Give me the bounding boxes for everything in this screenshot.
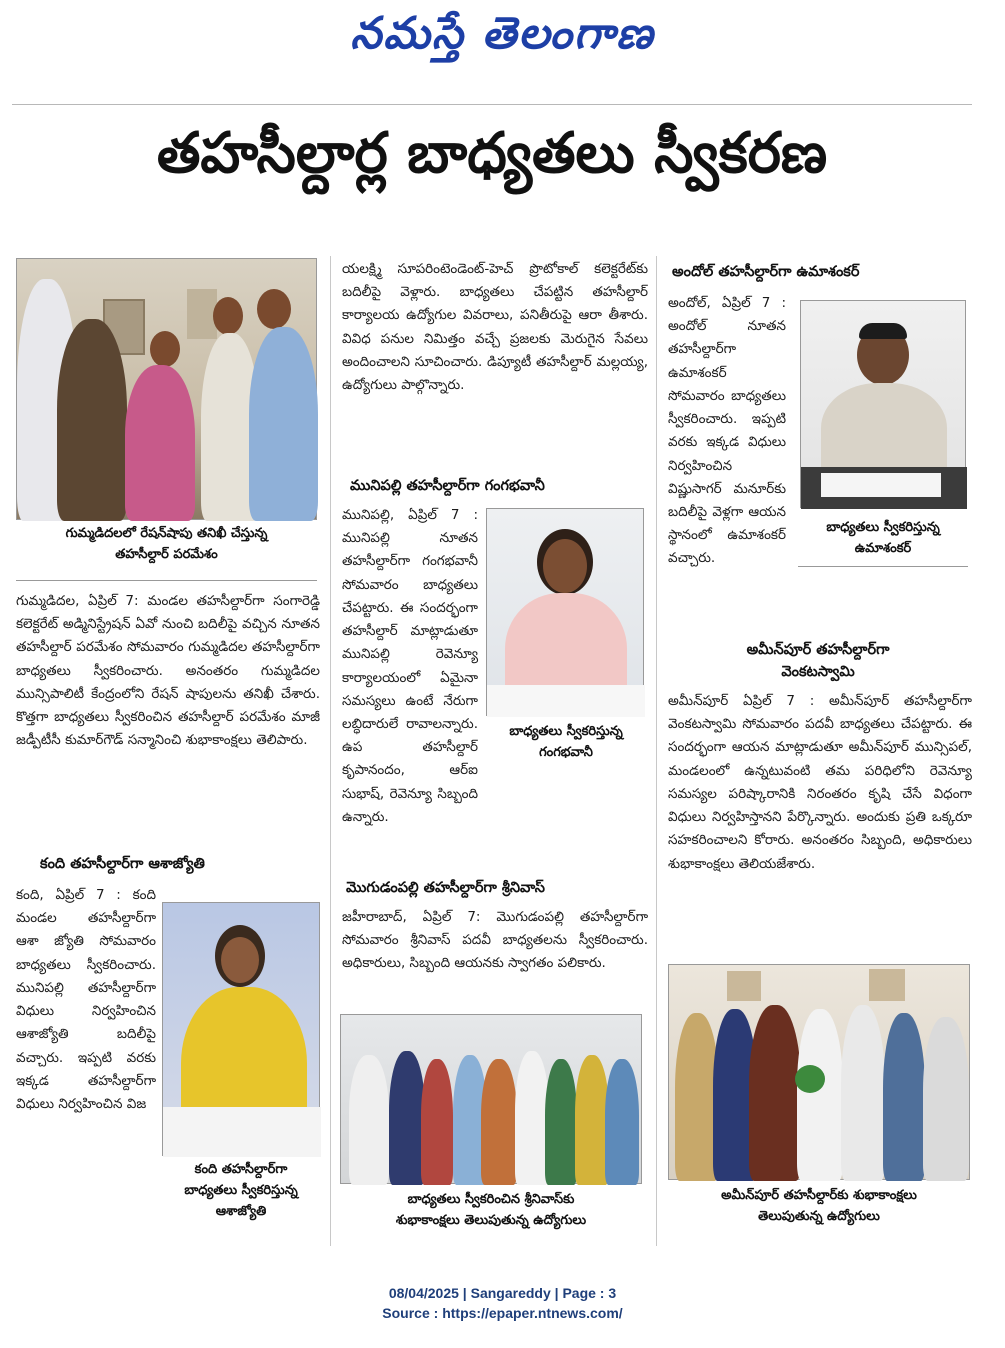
ameenpur-greeting-photo <box>668 964 970 1180</box>
subheading-mogudampalli: మొగుడంపల్లి తహసీల్దార్‌గా శ్రీనివాస్ <box>346 880 545 896</box>
headline-divider <box>12 104 972 105</box>
gangabhavani-photo <box>486 508 644 716</box>
ashajyothi-photo <box>162 902 320 1156</box>
caption-line: కంది తహసీల్దార్‌గా <box>194 1162 288 1177</box>
masthead <box>0 0 1005 80</box>
subheading-kandi: కంది తహసీల్దార్‌గా ఆశాజ్యోతి <box>40 856 205 872</box>
story-andol: అందోల్, ఏప్రిల్ 7 : అందోల్ నూతన తహసీల్దార్‌గా ఉమాశంకర్ సోమవారం బాధ్యతలు స్వీకరించారు. ఇప్పటి వరకు ఇక్కడ విధులు నిర్వహించిన విష్ణుసాగర్ మనూర్‌కు బదిలీపై వెళ్లగా ఆయన స్థానంలో ఉమాశంకర్ వచ్చారు. <box>668 295 786 567</box>
column-divider <box>656 256 657 1246</box>
caption-line: బాధ్యతలు స్వీకరించిన శ్రీనివాస్‌కు <box>407 1192 575 1207</box>
caption-line: తెలుపుతున్న ఉద్యోగులు <box>758 1208 880 1224</box>
subheading-munipalli: మునిపల్లి తహసీల్దార్‌గా గంగభవానీ <box>350 478 545 494</box>
edition-info: 08/04/2025 | Sangareddy | Page : 3 <box>388 1285 617 1301</box>
photo-caption <box>798 518 968 560</box>
caption-line: బాధ్యతలు స్వీకరిస్తున్న <box>826 520 940 535</box>
ration-shop-inspection-photo <box>16 258 317 520</box>
caption-line: గుమ్మడిదలలో రేషన్‌షాపు తనిఖీ చేస్తున్న <box>65 526 268 541</box>
masthead-logo-text: నమస్తే తెలంగాణ <box>350 8 655 59</box>
story-munipalli-continued <box>342 754 648 874</box>
umashankar-photo <box>800 300 966 508</box>
caption-line: ఉమాశంకర్ <box>854 540 912 556</box>
story-gummadidala: గుమ్మడిదల, ఏప్రిల్ 7: మండల తహసీల్దార్‌గా సంగారెడ్డి కలెక్టరేట్ అడ్మినిస్ట్రేషన్ ఏవో నుంచి బదిలీపై వచ్చిన నూతన తహసీల్దార్ పరమేశం సోమవారం గుమ్మడిదల తహసీల్దార్‌గా బాధ్యతలు స్వీకరించారు. అనంతరం గుమ్మడిదల మున్సిపాలిటీ కేంద్రంలోని రేషన్ షాపులను తనిఖీ చేశారు. కొత్తగా బాధ్యతలు స్వీకరించిన తహసీల్దార్ పరమేశం మాజీ జడ్పీటీసీ కుమార్‌గౌడ్ సన్మానించి శుభాకాంక్షలు తెలిపారు. <box>16 593 320 749</box>
story-kandi-continued: యలక్ష్మి సూపరింటెండెంట్-హెచ్ ప్రొటోకాల్ కలెక్టరేట్‌కు బదిలీపై వెళ్లారు. బాధ్యతలు చేపట్టిన తహసీల్దార్ కార్యాలయ ఉద్యోగుల వివరాలు, పనితీరుపై ఆరా తీశారు. వివిధ పనుల నిమిత్తం వచ్చే ప్రజలకు మెరుగైన సేవలు అందించాలని సూచించారు. డిప్యూటీ తహసీల్దార్ మల్లయ్య, ఉద్యోగులు పాల్గొన్నారు. <box>342 261 648 394</box>
photo-caption <box>668 1186 970 1228</box>
caption-line: గంగభవానీ <box>539 744 593 760</box>
caption-line: బాధ్యతలు స్వీకరిస్తున్న <box>184 1182 298 1198</box>
caption-rule <box>16 580 317 581</box>
caption-line: శుభాకాంక్షలు తెలుపుతున్న ఉద్యోగులు <box>395 1212 587 1228</box>
page-footer <box>0 1283 1005 1324</box>
subheading-andol: అందోల్ తహసీల్దార్‌గా ఉమాశంకర్ <box>672 264 860 280</box>
subheading-line: వెంకటస్వామి <box>781 663 855 680</box>
subheading-line: అమీన్‌పూర్ తహసీల్దార్‌గా <box>746 642 890 658</box>
source-link[interactable]: Source : https://epaper.ntnews.com/ <box>382 1305 623 1322</box>
caption-line: ఆశాజ్యోతి <box>215 1203 267 1219</box>
subheading-ameenpur <box>668 640 968 684</box>
caption-line: అమీన్‌పూర్ తహసీల్దార్‌కు శుభాకాంక్షలు <box>721 1188 917 1203</box>
caption-rule <box>798 566 968 567</box>
srinivas-greeting-photo <box>340 1014 642 1184</box>
caption-line: తహసీల్దార్ పరమేశం <box>115 546 218 562</box>
column-divider <box>330 256 331 1246</box>
photo-caption <box>160 1160 322 1222</box>
story-kandi: కంది, ఏప్రిల్ 7 : కంది మండల తహసీల్దార్‌గా ఆశా జ్యోతి సోమవారం బాధ్యతలు స్వీకరించారు. మునిపల్లి తహసీల్దార్‌గా విధులు నిర్వహించిన ఆశాజ్యోతి బదిలీపై వచ్చారు. ఇప్పటి వరకు ఇక్కడ తహసీల్దార్‌గా విధులు నిర్వహించిన విజ <box>16 887 156 1112</box>
photo-caption <box>340 1190 642 1232</box>
story-mogudampalli: జహీరాబాద్, ఏప్రిల్ 7: మొగుడంపల్లి తహసీల్దార్‌గా సోమవారం శ్రీనివాస్ పదవీ బాధ్యతలను స్వీకరించారు. అధికారులు, సిబ్బంది ఆయనకు స్వాగతం పలికారు. <box>342 909 648 972</box>
photo-caption <box>16 524 317 566</box>
story-munipalli: మునిపల్లి, ఏప్రిల్ 7 : మునిపల్లి నూతన తహసీల్దార్‌గా గంగభవానీ సోమవారం బాధ్యతలు చేపట్టారు. ఈ సందర్భంగా తహసీల్దార్ మాట్లాడుతూ మునిపల్లి రెవెన్యూ కార్యాలయంలో ఏమైనా సమస్యలు ఉంటే నేరుగా లబ్ధిదారులే రావాలన్నారు. ఉప తహసీల్దార్ కృపానందం, ఆర్ఐ సుభాష్, రెవెన్యూ సిబ్బంది ఉన్నారు. <box>342 507 478 825</box>
story-ameenpur: అమీన్‌పూర్ ఏప్రిల్ 7 : అమీన్‌పూర్ తహసీల్దార్‌గా వెంకటస్వామి సోమవారం పదవీ బాధ్యతలు చేపట్టారు. ఈ సందర్భంగా ఆయన మాట్లాడుతూ అమీన్‌పూర్ మున్సిపల్, మండలంలో ఉన్నటువంటి తమ పరిధిలోని రెవెన్యూ సమస్యల పరిష్కారానికి నిరంతరం కృషి చేసే విధంగా విధులు నిర్వహిస్తానని పేర్కొన్నారు. అందుకు ప్రతి ఒక్కరూ సహకరించాలని కోరారు. అనంతరం సిబ్బంది, అధికారులు శుభాకాంక్షలు తెలియజేశారు. <box>668 693 972 872</box>
caption-line: బాధ్యతలు స్వీకరిస్తున్న <box>509 724 623 739</box>
page-headline: తహసీల్దార్ల బాధ్యతలు స్వీకరణ <box>156 121 828 186</box>
